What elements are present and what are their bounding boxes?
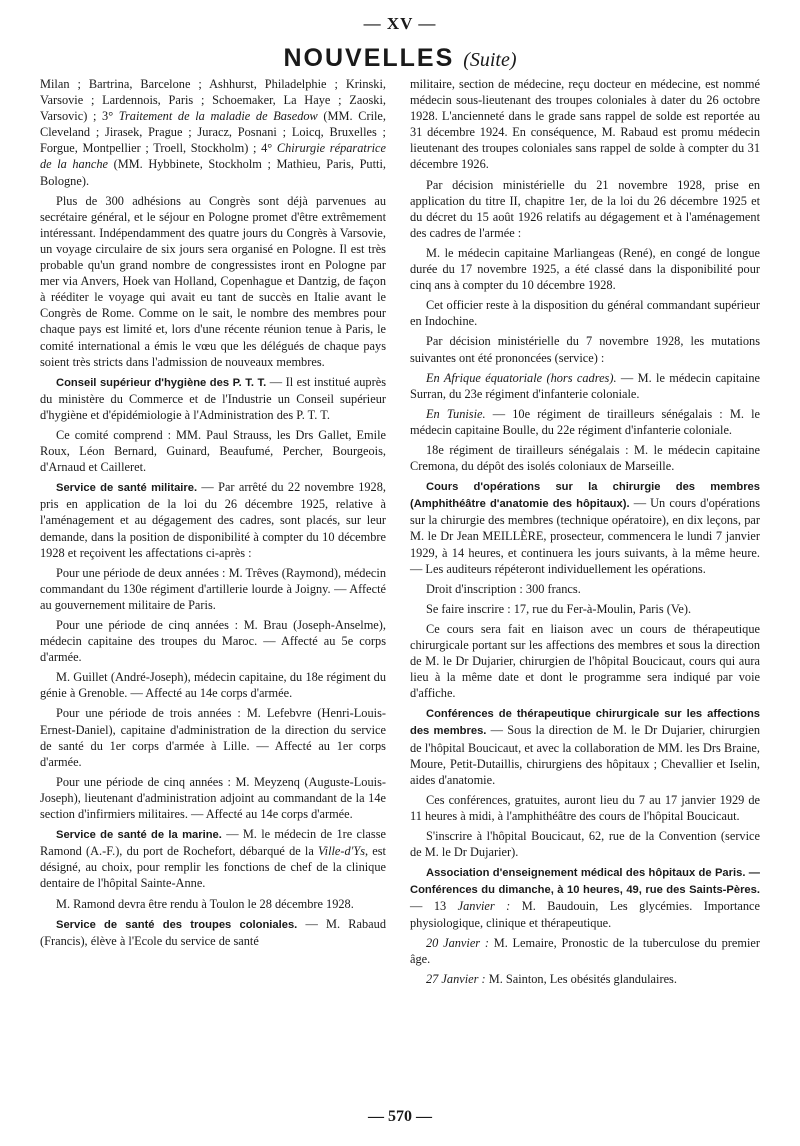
roman-folio: — XV — <box>363 14 437 33</box>
paragraph <box>40 826 386 891</box>
text: — M. le médecin de 1re classe Ramond (A.-F.), du port de Rochefort, débarqué de la <box>40 827 386 859</box>
italic-text: En Tunisie. <box>426 406 486 421</box>
paragraph: Par décision ministérielle du 7 novembre 1928, les mutations suivantes ont été prononcées (service) : <box>410 334 760 365</box>
paragraph: Ces conférences, gratuites, auront lieu du 7 au 17 janvier 1929 de 11 heures à midi, à l'amphithéâtre des cours de l'hôpital Boucicaut. <box>410 792 760 823</box>
text: (MM. Hybbinete, Stockholm ; Mathieu, Paris, Putti, Bologne). <box>40 157 386 188</box>
paragraph: M. Ramond devra être rendu à Toulon le 28 décembre 1928. <box>56 896 354 911</box>
text: — M. le médecin capitaine Surran, du 23e régiment d'infanterie coloniale. <box>410 370 760 401</box>
section-heading: Service de santé des troupes coloniales. <box>56 918 298 931</box>
section-heading: Conseil supérieur d'hygiène des P. T. T. <box>56 376 267 389</box>
paragraph <box>40 916 386 949</box>
page-title <box>0 44 800 73</box>
paragraph: Pour une période de deux années : M. Trêves (Raymond), médecin commandant du 130e régiment d'artillerie lourde à Joigny. — Affecté au gouvernement militaire de Paris. <box>40 565 386 612</box>
paragraph <box>40 374 386 423</box>
section-heading: Cours d'opérations sur la chirurgie des membres (Amphithéâtre d'anatomie des hôpitaux). <box>410 481 760 511</box>
paragraph <box>410 864 760 930</box>
paragraph: militaire, section de médecine, reçu docteur en médecine, est nommé médecin sous-lieutenant des troupes coloniales à dater du 26 octobre 1928. L'ancienneté dans le grade sans rappel de solde est reportée au 31 décembre 1924. En conséquence, M. Rabaud est promu médecin lieutenant des troupes coloniales sans rappel de solde à compter du 31 décembre 1926. <box>410 77 760 172</box>
title-main: NOUVELLES <box>283 44 455 72</box>
paragraph <box>410 406 760 438</box>
section-heading: Conférences de thérapeutique chirurgicale sur les affections des membres. <box>410 708 760 738</box>
italic-text: 20 Janvier : <box>426 935 489 950</box>
italic-text: Traitement de la maladie de Basedow <box>118 109 318 124</box>
text: — M. Rabaud (Francis), élève à l'Ecole du service de santé <box>40 916 386 948</box>
text: M. Baudouin, Les glycémies. Importance physiologique, clinique et thérapeutique. <box>410 899 760 930</box>
section-heading: Service de santé militaire. <box>56 482 198 495</box>
italic-text: Chirurgie réparatrice de la hanche <box>40 141 387 172</box>
paragraph: Droit d'inscription : 300 francs. <box>426 581 581 596</box>
right-column <box>410 76 760 991</box>
left-column <box>40 76 386 953</box>
text: — Il est institué auprès du ministère du Commerce et de l'Industrie un Conseil supérieur d'hygiène et d'épidémiologie à l'Administration des P. T. T. <box>40 374 386 422</box>
text: Milan ; Bartrina, Barcelone ; Ashhurst, Philadelphie ; Krinski, Varsovie ; Lardennois, Paris ; Schoemaker, La Haye ; Zaoski, Varsovic) ; 3° <box>40 77 386 124</box>
paragraph: Par décision ministérielle du 21 novembre 1928, prise en application du titre II, chapitre 1er, de la loi du 26 décembre 1925 et du décret du 15 août 1926 relatifs au dégagement et à l'aménagement des cadres de l'armée : <box>410 177 760 240</box>
paragraph: Pour une période de cinq années : M. Brau (Joseph-Anselme), médecin capitaine des troupes du Maroc. — Affecté au 5e corps d'armée. <box>40 618 386 665</box>
paragraph: M. le médecin capitaine Marliangeas (René), en congé de longue durée du 17 novembre 1925, a été classé dans la disponibilité pour cinq ans à compter du 10 décembre 1928. <box>410 245 760 293</box>
paragraph: Ce comité comprend : MM. Paul Strauss, les Drs Gallet, Emile Roux, Léon Bernard, Guinard, Beaufumé, Percher, Bourgeois, d'Arnaud et Cailleret. <box>40 427 386 475</box>
paragraph: Cet officier reste à la disposition du général commandant supérieur en Indochine. <box>410 298 760 329</box>
text: , est désigné, au choix, pour remplir les fonctions de chef de la clinique dentaire de l'hôpital Sainte-Anne. <box>40 844 386 891</box>
italic-text: En Afrique équatoriale (hors cadres). <box>426 370 617 385</box>
text: — Sous la direction de M. le Dr Dujarier, chirurgien de l'hôpital Boucicaut, et avec la collaboration de MM. les Drs Braine, Moure, Petit-Dutaillis, chirurgiens des hôpitaux ; Chevallier et Iselin, aides d'anatomie. <box>410 723 760 787</box>
text: (MM. Crile, Cleveland ; Jirasek, Prague ; Juracz, Posnani ; Loicq, Bruxelles ; Forgue, Montpellier ; Troell, Stockholm) ; 4° <box>40 109 386 156</box>
title-suffix: (Suite) <box>463 49 517 71</box>
text: M. Sainton, Les obésités glandulaires. <box>485 971 677 986</box>
paragraph <box>410 370 760 402</box>
italic-text: Ville-d'Ys <box>318 844 365 859</box>
text: — Un cours d'opérations sur la chirurgie des membres (technique opératoire), en dix leçons, par M. le Dr Jean MEILLÈRE, prosecteur, commencera le lundi 7 janvier 1929, à 14 heures, et continuera les jours suivants, à la même heure. — Les auditeurs répéteront individuellement les opérations. <box>410 496 761 576</box>
paragraph <box>410 935 760 967</box>
paragraph <box>410 971 760 987</box>
paragraph <box>40 479 386 560</box>
paragraph: 18e régiment de tirailleurs sénégalais : M. le médecin capitaine Cremona, du dépôt des isolés coloniaux de Marseille. <box>410 442 760 474</box>
section-heading: Service de santé de la marine. <box>56 829 222 842</box>
paragraph: Pour une période de cinq années : M. Meyzenq (Auguste-Louis-Joseph), lieutenant d'administration adjoint au commandant de la 14e section d'infirmiers militaires. — Affecté au 14e corps d'armée. <box>40 774 386 822</box>
paragraph <box>410 478 760 577</box>
paragraph: Se faire inscrire : 17, rue du Fer-à-Moulin, Paris (Ve). <box>426 601 692 616</box>
paragraph <box>410 705 760 787</box>
text: — 10e régiment de tirailleurs sénégalais : M. le médecin capitaine Boulle, du 22e régiment d'infanterie coloniale. <box>410 406 760 437</box>
paragraph: S'inscrire à l'hôpital Boucicaut, 62, rue de la Convention (service de M. le Dr Dujarier). <box>410 829 760 860</box>
italic-text: 27 Janvier : <box>426 971 486 986</box>
text: M. Lemaire, Pronostic de la tuberculose du premier âge. <box>410 935 760 966</box>
page-number: — 570 — <box>368 1108 432 1125</box>
text: — 13 <box>410 899 458 914</box>
paragraph: Ce cours sera fait en liaison avec un cours de thérapeutique chirurgicale portant sur les affections des membres et sous la direction de M. le Dr Dujarier, chirurgien de l'hôpital Boucicaut, cours qui aura lieu à la même date et dont le programme sera indiqué par voie d'affiche. <box>410 621 760 701</box>
paragraph: Pour une période de trois années : M. Lefebvre (Henri-Louis-Ernest-Daniel), capitaine d'administration de la direction du service de santé du 1er corps d'armée à Lille. — Affecté au 1er corps d'armée. <box>40 706 386 769</box>
paragraph <box>40 76 386 189</box>
paragraph: M. Guillet (André-Joseph), médecin capitaine, du 18e régiment du génie à Grenoble. — Affecté au 14e corps d'armée. <box>40 670 386 701</box>
italic-text: Janvier : <box>457 899 511 914</box>
text: — Par arrêté du 22 novembre 1928, pris en application de la loi du 26 décembre 1925, relative à l'aménagement et au dégagement des cadres, sont placés, sur leur demande, dans la position de disponibilité à compter du 10 décembre 1928 et reçoivent les affectations ci-après : <box>40 480 386 560</box>
section-heading: Association d'enseignement médical des hôpitaux de Paris. — Conférences du dimanche, à 10 heures, 49, rue des Saints-Pères. <box>410 867 760 897</box>
paragraph: Plus de 300 adhésions au Congrès sont déjà parvenues au secrétaire général, et le séjour en Pologne promet d'être extrêmement intéressant. Indépendamment des quatre jours du Congrès à Varsovie, un voyage circulaire de six jours sera organisé en Pologne. Il est très probable qu'un grand nombre de congressistes iront en Pologne par mer via Anvers, Hoek van Holland, Copenhague et Dantzig, de façon à rééditer le voyage qui avait eu tant de succès en Italie avant le Congrès de Rome. Comme on le sait, le nombre des membres pour chaque pays est limité et, lors d'une récente réunion tenue à Paris, le comité international a émis le vœu que les délégués de chaque pays soient très stricts dans l'admission de nouveaux membres. <box>40 193 386 369</box>
